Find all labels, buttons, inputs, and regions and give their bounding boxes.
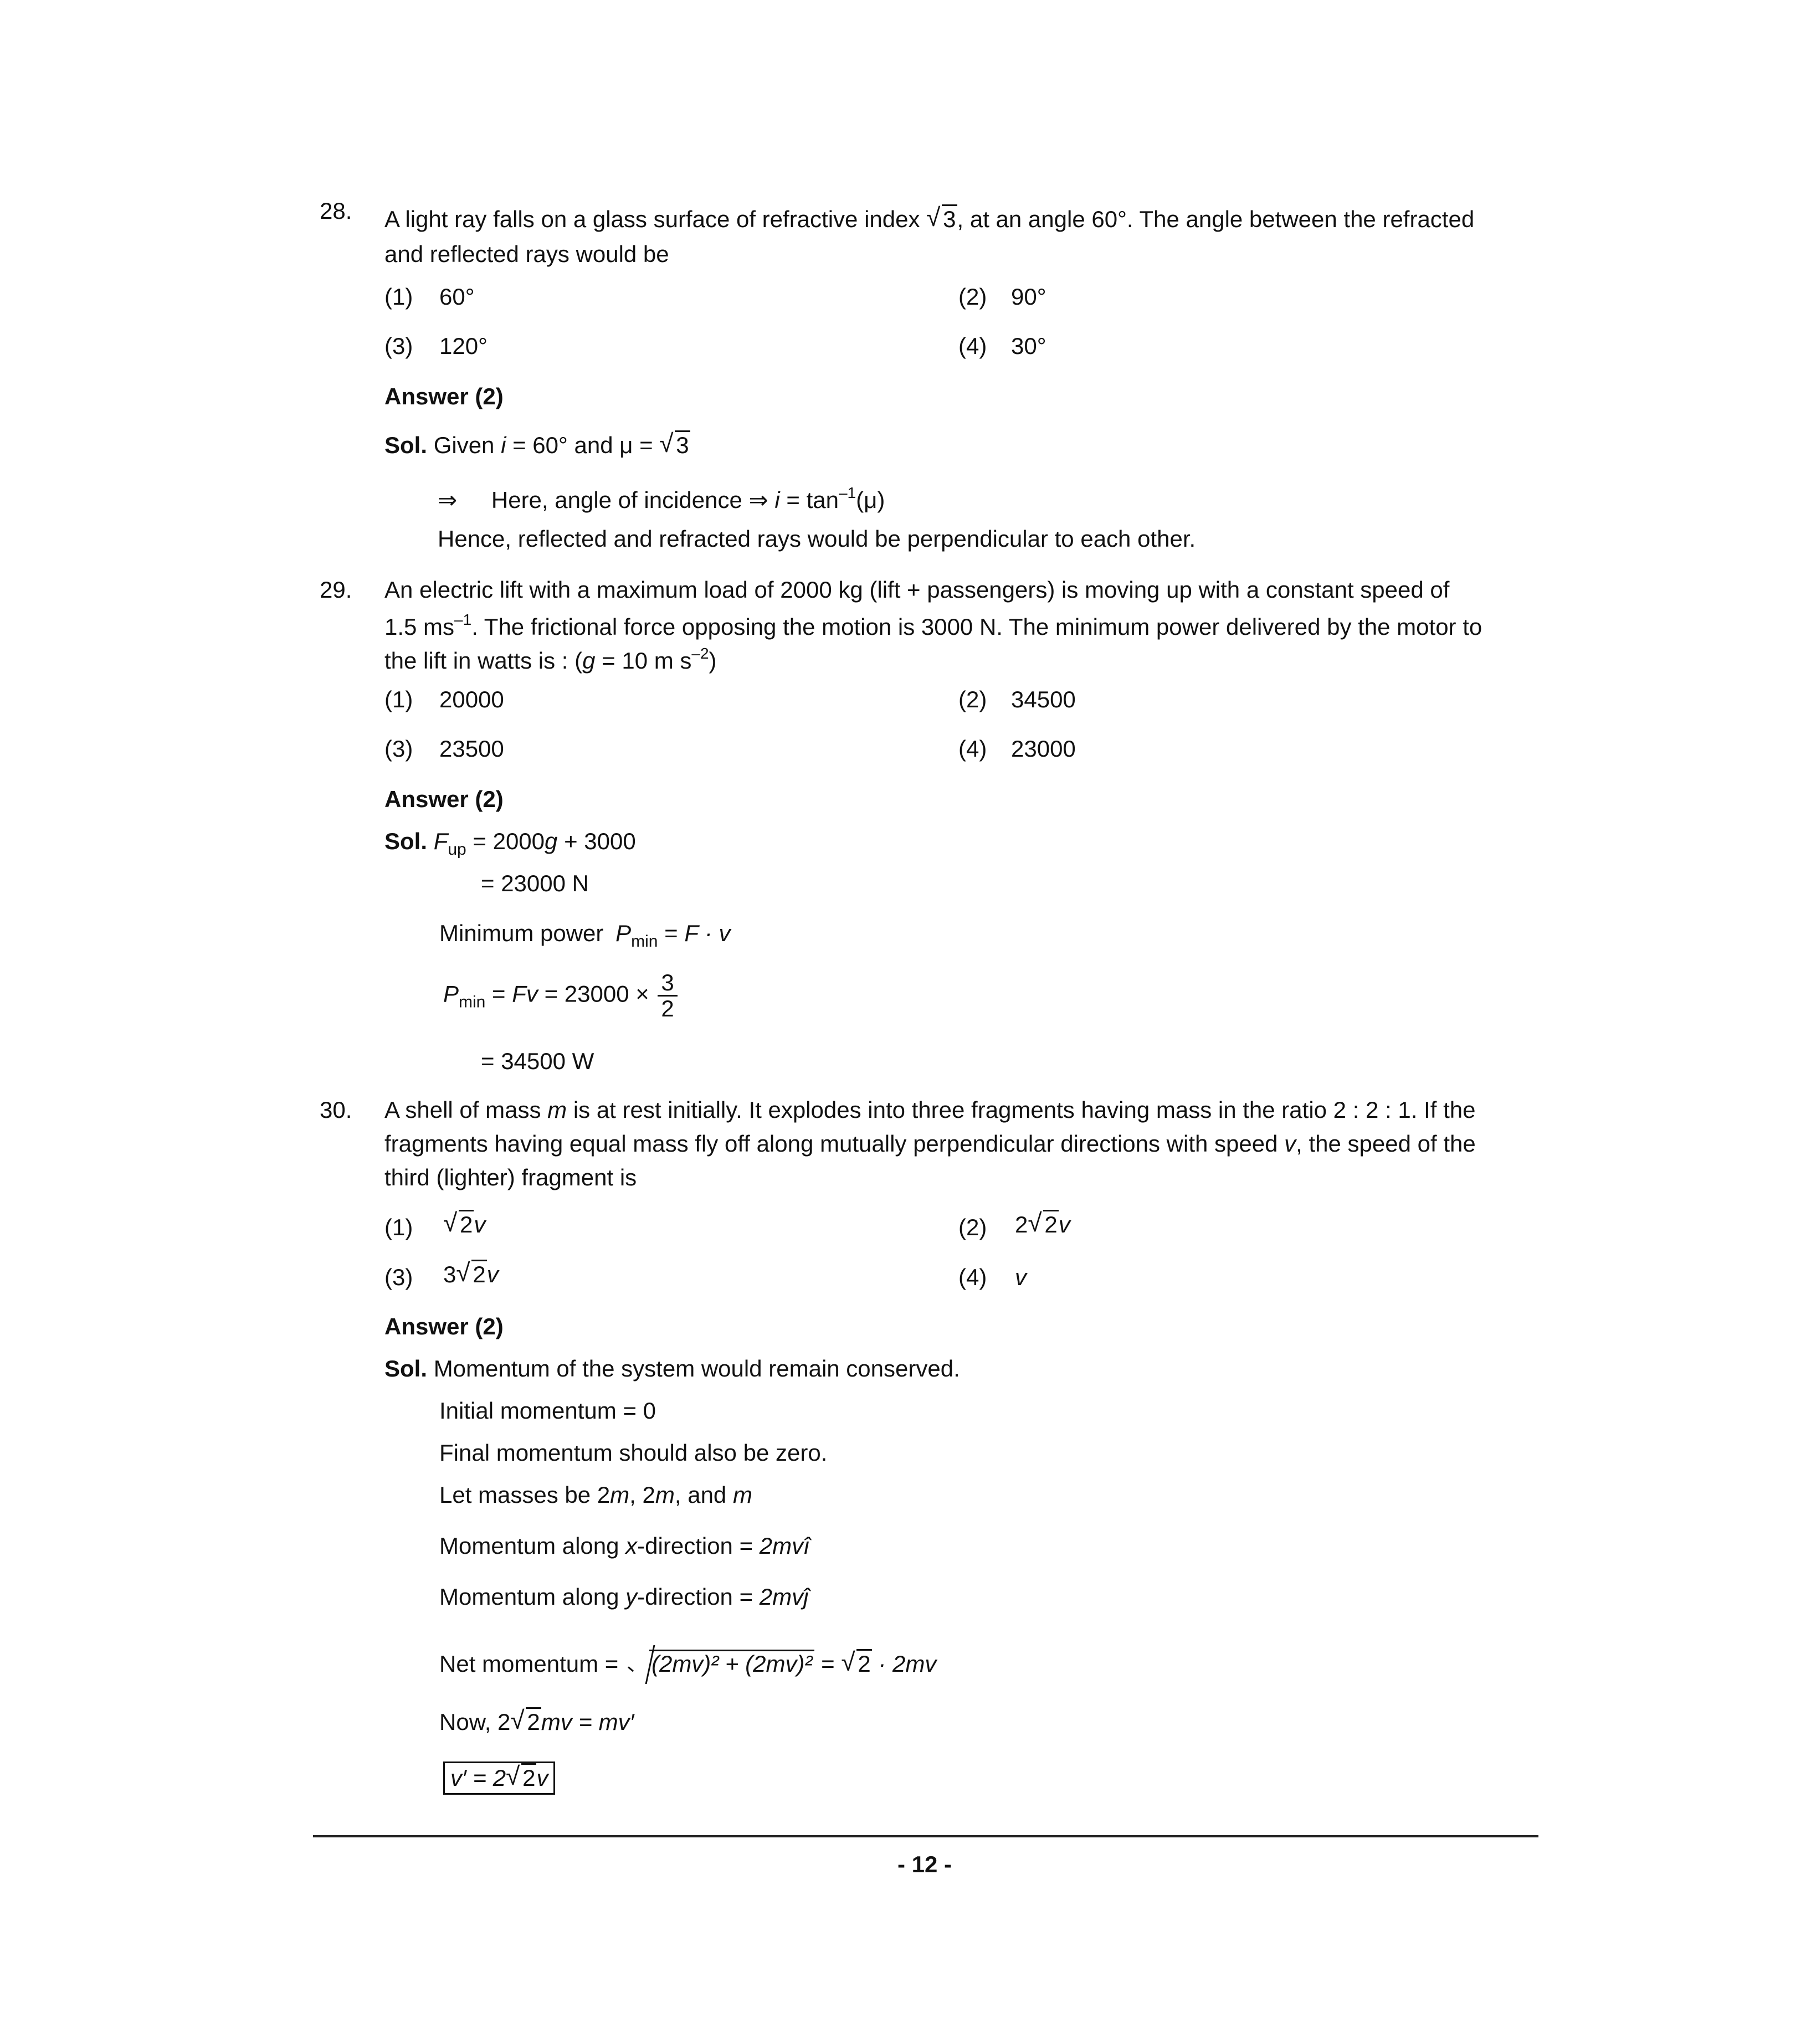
q30-sol-l4-m1: m <box>610 1482 630 1508</box>
q28-sqrt-value: 3 <box>942 204 957 232</box>
question-29-line-2 <box>384 612 1482 639</box>
q29-sol-fraction <box>658 970 677 1021</box>
q29-sol-l4-p: P <box>443 980 459 1007</box>
q29-sol-l4-eq: = <box>492 980 506 1007</box>
q29-answer: Answer (2) <box>384 786 504 812</box>
q30-o3-post: v <box>486 1261 499 1287</box>
q30-sol-l4-c: , and <box>674 1482 727 1508</box>
q30-sol-l6-b: -direction = <box>637 1584 753 1610</box>
q30-sol-l9-b: v <box>536 1765 548 1791</box>
q28-text-b: , at an angle 60°. The angle between the refracted <box>957 206 1475 232</box>
q30-o3-sqrt-value: 2 <box>471 1260 486 1287</box>
q30-solution-line-2: Initial momentum = 0 <box>439 1398 656 1424</box>
q28-sol-sqrt <box>659 434 690 457</box>
q29-l2-sup: –1 <box>454 611 472 628</box>
q30-answer: Answer (2) <box>384 1313 504 1339</box>
q30-o3-pre: 3 <box>443 1261 456 1287</box>
q30-sol-l7-c: · 2mv <box>878 1651 937 1677</box>
q28-sol-l2-text: Here, angle of incidence ⇒ <box>491 487 768 513</box>
q29-sol-label: Sol. <box>384 828 428 854</box>
q28-sol-label: Sol. <box>384 432 428 458</box>
q28-sqrt <box>926 208 957 231</box>
footer-divider <box>313 1835 1538 1837</box>
q30-sol-label: Sol. <box>384 1355 428 1382</box>
question-30-line-1 <box>384 1098 1476 1122</box>
q30-option-4-label: (4) <box>958 1264 987 1290</box>
q30-option-4-value: v <box>1015 1264 1027 1290</box>
q30-sol-l8-sqrt-value: 2 <box>526 1707 541 1735</box>
q28-solution-line-1 <box>384 434 690 457</box>
q30-o2-post: v <box>1058 1211 1070 1237</box>
q30-sol-l1: Momentum of the system would remain conserved. <box>433 1355 960 1382</box>
q30-o2-sqrt <box>1028 1213 1058 1236</box>
q29-l2-a: 1.5 ms <box>384 614 455 640</box>
q28-sol-given: Given <box>433 432 495 458</box>
q29-sol-l3-p: P <box>615 920 632 946</box>
q28-option-3-label: (3) <box>384 333 413 359</box>
q28-solution-line-3: Hence, reflected and refracted rays would be perpendicular to each other. <box>438 526 1196 552</box>
q30-sol-l5-b: -direction = <box>637 1533 753 1559</box>
q30-sol-l8-sqrt <box>510 1711 541 1734</box>
q30-sol-l9-a: v′ = 2 <box>450 1765 506 1791</box>
q28-solution-line-2 <box>438 485 885 512</box>
question-29-line-3 <box>384 646 717 672</box>
q30-sol-l8-b: mv = mv′ <box>541 1709 634 1735</box>
q29-sol-l4-c: = 23000 × <box>544 980 649 1007</box>
q29-option-2-label: (2) <box>958 686 987 712</box>
q30-option-1-value <box>443 1213 485 1236</box>
q28-sol-b: = 60° and <box>512 432 613 458</box>
q28-option-4-label: (4) <box>958 333 987 359</box>
q29-solution-line-2: = 23000 N <box>481 870 589 896</box>
q30-o1-post: v <box>474 1211 486 1237</box>
q29-l3-sup: –2 <box>691 645 709 662</box>
question-number-30: 30. <box>320 1097 352 1123</box>
q30-sol-l6-y: y <box>625 1584 638 1610</box>
implies-arrow-icon: ⇒ <box>438 487 458 513</box>
q30-sol-l7-sqrt2 <box>841 1652 871 1676</box>
q30-option-3-label: (3) <box>384 1264 413 1290</box>
q28-text-a: A light ray falls on a glass surface of refractive index <box>384 206 920 232</box>
question-number-29: 29. <box>320 577 352 603</box>
q30-sol-l4-m2: m <box>655 1482 675 1508</box>
q29-option-3-label: (3) <box>384 736 413 762</box>
q29-sol-l4-fv: Fv <box>512 980 538 1007</box>
q30-option-2-label: (2) <box>958 1214 987 1240</box>
q29-solution-line-4 <box>443 970 680 1021</box>
q30-sol-l4-m3: m <box>732 1482 752 1508</box>
q30-option-1-label: (1) <box>384 1214 413 1240</box>
q30-solution-line-1 <box>384 1357 960 1380</box>
q30-l2-b: , the speed of the <box>1296 1131 1476 1157</box>
q28-sol-sqrt-value: 3 <box>675 430 690 458</box>
q30-sol-l7-a: Net momentum = <box>439 1651 619 1677</box>
q30-o1-sqrt-value: 2 <box>459 1210 474 1237</box>
q30-l2-v: v <box>1284 1131 1296 1157</box>
q29-sol-f: F <box>433 828 448 854</box>
q30-sol-l4-a: Let masses be 2 <box>439 1482 610 1508</box>
q30-sol-l8-a: Now, 2 <box>439 1709 511 1735</box>
q29-sol-l1-c: + 3000 <box>564 828 636 854</box>
q30-solution-line-4 <box>439 1483 752 1507</box>
q29-solution-line-5: = 34500 W <box>481 1048 594 1074</box>
q30-option-3-value <box>443 1263 499 1286</box>
q29-l3-a: the lift in watts is : ( <box>384 648 583 674</box>
q30-l1-m: m <box>547 1097 567 1123</box>
q28-sol-mu: μ = <box>619 432 653 458</box>
q30-sol-l7-sqrt <box>628 1650 814 1677</box>
q30-l1-a: A shell of mass <box>384 1097 541 1123</box>
question-30-line-2 <box>384 1132 1476 1155</box>
q28-option-4-value: 30° <box>1011 333 1046 359</box>
q28-option-1-label: (1) <box>384 284 413 310</box>
q29-solution-line-3 <box>439 922 731 950</box>
q30-final-answer-box <box>443 1761 555 1795</box>
q30-solution-line-6 <box>439 1585 808 1609</box>
question-number-28: 28. <box>320 198 352 224</box>
q29-sol-l3-eq: = <box>664 920 678 946</box>
q29-option-1-value: 20000 <box>439 686 504 712</box>
q28-sol-l2-end: (μ) <box>856 487 885 513</box>
q30-o2-pre: 2 <box>1015 1211 1028 1237</box>
q30-sol-l4-b: , 2 <box>629 1482 655 1508</box>
q28-answer: Answer (2) <box>384 383 504 409</box>
q30-sol-l7-sqrt2-value: 2 <box>856 1649 871 1677</box>
q30-o3-sqrt <box>456 1263 486 1286</box>
q29-sol-l1-b: = 2000 <box>473 828 545 854</box>
q29-l2-b: . The frictional force opposing the motion is 3000 N. The minimum power delivered by the motor to <box>471 614 1482 640</box>
q30-sol-l5-a: Momentum along <box>439 1533 619 1559</box>
q29-sol-l4-p-sub: min <box>459 993 486 1011</box>
q30-sol-l5-val: 2mvî <box>759 1533 810 1559</box>
q30-o1-sqrt <box>443 1213 474 1236</box>
q30-l1-b: is at rest initially. It explodes into three fragments having mass in the ratio 2 : 2 : 1. If the <box>573 1097 1476 1123</box>
q28-sol-l2-tan: = tan <box>786 487 839 513</box>
q30-option-2-value <box>1015 1213 1070 1236</box>
q29-sol-l1-g: g <box>545 828 558 854</box>
q30-solution-line-7 <box>439 1650 936 1677</box>
page-number: - 12 - <box>897 1851 952 1877</box>
q30-sol-l9-sqrt-value: 2 <box>521 1763 536 1791</box>
q29-option-1-label: (1) <box>384 686 413 712</box>
q28-sol-i: i <box>501 432 506 458</box>
q29-option-2-value: 34500 <box>1011 686 1076 712</box>
q30-sol-l9-sqrt <box>506 1766 536 1790</box>
q29-sol-l3-a: Minimum power <box>439 920 604 946</box>
q30-sol-l7-sqrt-value: (2mv)² + (2mv)² <box>649 1650 814 1677</box>
q29-sol-l3-fv: F · v <box>684 920 731 946</box>
q30-solution-line-5 <box>439 1534 810 1558</box>
q29-option-4-value: 23000 <box>1011 736 1076 762</box>
question-30-line-3: third (lighter) fragment is <box>384 1164 637 1190</box>
q30-solution-line-3: Final momentum should also be zero. <box>439 1440 828 1466</box>
q28-option-2-value: 90° <box>1011 284 1046 310</box>
q29-sol-f-sub: up <box>448 840 466 859</box>
q29-option-4-label: (4) <box>958 736 987 762</box>
question-29-line-1: An electric lift with a maximum load of 2000 kg (lift + passengers) is moving up with a constant speed of <box>384 577 1450 603</box>
boxed-result <box>443 1761 555 1795</box>
q30-o2-sqrt-value: 2 <box>1043 1210 1058 1237</box>
question-28-line-2: and reflected rays would be <box>384 241 669 267</box>
q30-sol-l6-a: Momentum along <box>439 1584 619 1610</box>
q28-option-1-value: 60° <box>439 284 475 310</box>
q28-option-2-label: (2) <box>958 284 987 310</box>
question-28-line-1 <box>384 208 1474 231</box>
q30-l2-a: fragments having equal mass fly off along mutually perpendicular directions with speed <box>384 1131 1278 1157</box>
q28-sol-l2-sup: –1 <box>838 484 856 501</box>
q29-l3-c: ) <box>709 648 717 674</box>
q29-l3-b: = 10 m s <box>602 648 692 674</box>
q29-sol-l3-p-sub: min <box>631 932 658 951</box>
q29-sol-frac-num: 3 <box>658 970 677 997</box>
q30-solution-line-8 <box>439 1711 634 1734</box>
q29-l3-g: g <box>582 648 596 674</box>
q30-sol-l5-x: x <box>625 1533 638 1559</box>
q29-sol-frac-den: 2 <box>661 995 674 1022</box>
q30-sol-l7-eq: = <box>821 1651 835 1677</box>
q28-option-3-value: 120° <box>439 333 488 359</box>
q30-sol-l6-val: 2mvĵ <box>759 1584 809 1610</box>
q29-option-3-value: 23500 <box>439 736 504 762</box>
q29-solution-line-1 <box>384 830 636 858</box>
q28-sol-l2-i: i <box>774 487 780 513</box>
